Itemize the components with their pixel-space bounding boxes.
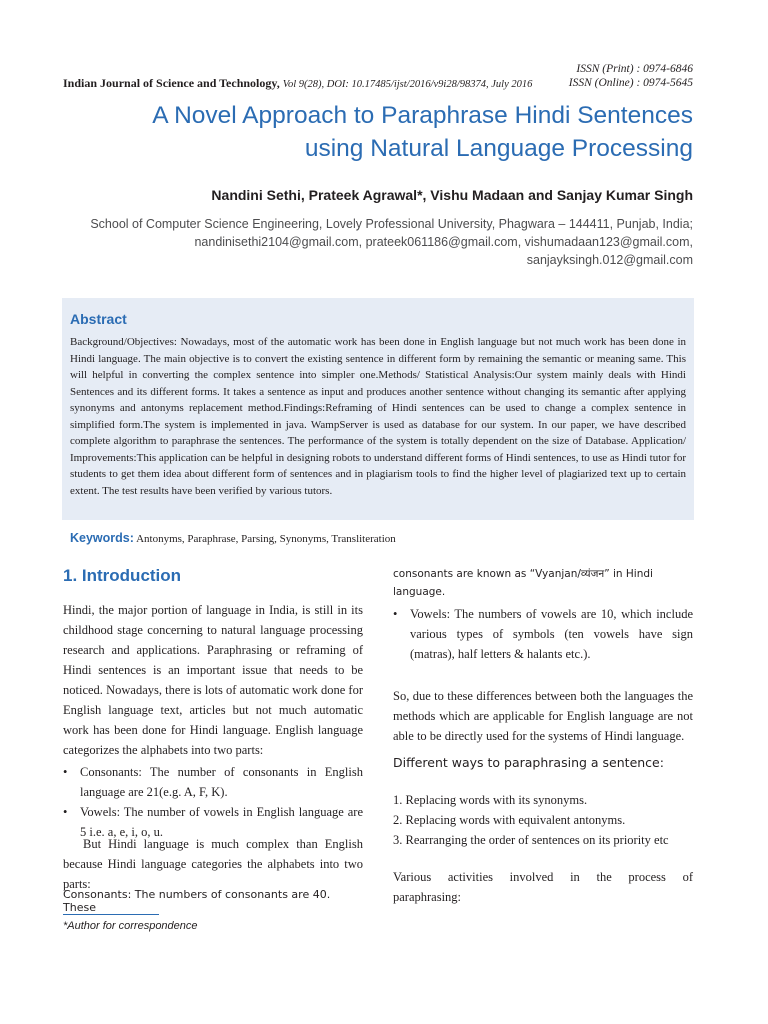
english-alphabet-list [63,762,363,842]
hindi-vowel-list [393,604,693,664]
keywords-label: Keywords: [70,531,134,545]
list-item-text: Vowels: The number of vowels in English language are 5 i.e. a, e, i, o, u. [80,805,363,839]
title-line-1: A Novel Approach to Paraphrase Hindi Sentences [152,102,693,129]
list-item: 1. Replacing words with its synonyms. [393,793,588,807]
title-line-2: using Natural Language Processing [304,135,693,162]
footnote: *Author for correspondence [63,920,198,932]
paraphrasing-methods-list [393,790,693,850]
section-heading-introduction: 1. Introduction [63,566,182,585]
affiliation [73,215,693,269]
intro-paragraph-2: But Hindi language is much complex than English because Hindi language categories the alphabets into two parts: [63,837,363,891]
activities-line-2: paraphrasing: [393,890,462,904]
list-item: 2. Replacing words with equivalent antonyms. [393,813,626,827]
affiliation-line-2: nandinisethi2104@gmail.com, prateek061186@gmail.com, vishumadaan123@gmail.com, [194,235,693,249]
list-item [63,762,363,802]
differences-paragraph: So, due to these differences between both the languages the methods which are applicable for English language are not able to be directly used for the systems of Hindi language. [393,689,693,743]
activities-paragraph [393,867,693,907]
list-item: 3. Rearranging the order of sentences on its priority etc [393,833,669,847]
keywords-text: Antonyms, Paraphrase, Parsing, Synonyms, Transliteration [136,533,396,545]
journal-name: Indian Journal of Science and Technology, [63,76,280,90]
list-item [393,604,693,664]
paraphrasing-subheading: Different ways to paraphrasing a sentence: [393,755,664,770]
abstract-heading: Abstract [70,311,127,327]
intro-paragraph-1: Hindi, the major portion of language in India, is still in its childhood stage concerning to natural language processing research and applications. Paraphrasing or reframing of Hindi sentences is an important issue that needs to be noticed. Nowadays, there is lots of automatic work done for English language text, articles but not much automatic work has been done for Hindi language. English language categorizes the alphabets into two parts: [63,603,363,757]
bullet-icon: • [63,765,68,779]
issn-print: ISSN (Print) : 0974-6846 [576,63,693,75]
consonants-continuation: consonants are known as “Vyanjan/व्यंजन” in Hindi language. [393,568,653,598]
journal-citation [63,76,532,91]
keywords-line [70,531,396,545]
bullet-icon: • [393,607,398,621]
list-item-text: Vowels: The numbers of vowels are 10, which include various types of symbols (ten vowels have sign (matras), half letters & halants etc.). [410,607,693,661]
footnote-divider [63,914,159,915]
activities-line-1: Various activities involved in the process of [393,870,693,884]
abstract-box [62,298,694,520]
paper-title [53,99,693,165]
list-item-text: Consonants: The number of consonants in English language are 21(e.g. A, F, K). [80,765,363,799]
intro-paragraph-3: Consonants: The numbers of consonants are 40. These [63,888,331,914]
affiliation-line-3: sanjayksingh.012@gmail.com [526,253,693,267]
bullet-icon: • [63,805,68,819]
issn-block [569,62,693,90]
author-list: Nandini Sethi, Prateek Agrawal*, Vishu Madaan and Sanjay Kumar Singh [211,187,693,203]
issn-online: ISSN (Online) : 0974-5645 [568,77,693,89]
abstract-text: Background/Objectives: Nowadays, most of the automatic work has been done in English language but not much work has been done in Hindi language. The main objective is to convert the existing sentence in different form by remaining the semantic or meaning same. This will helpful in converting the complex sentence into simpler one.Methods/ Statistical Analysis:Our system mainly deals with Hindi Sentences and its different forms. It takes a sentence as input and produces another sentence without changing its semantic after applying synonyms and antonyms replacement method.Findings:Reframing of Hindi sentences can be used to change a complex sentence in simplified form.The system is implemented in java. WampServer is used as database for our system. In our paper, we have described complete algorithm to paraphrase the sentences. The performance of the system is totally dependent on the size of Database. Application/ Improvements:This application can be helpful in designing robots to understand different forms of Hindi sentences, to use as Hindi tutor for students to get them idea about different form of sentences and in plagiarism tools to find the higher level of plagiarized text up to certain extent. The test results have been verified by various tutors. [70,336,686,497]
affiliation-line-1: School of Computer Science Engineering, Lovely Professional University, Phagwara – 144411, Punjab, India; [90,217,693,231]
journal-details: Vol 9(28), DOI: 10.17485/ijst/2016/v9i28/98374, July 2016 [282,79,533,90]
